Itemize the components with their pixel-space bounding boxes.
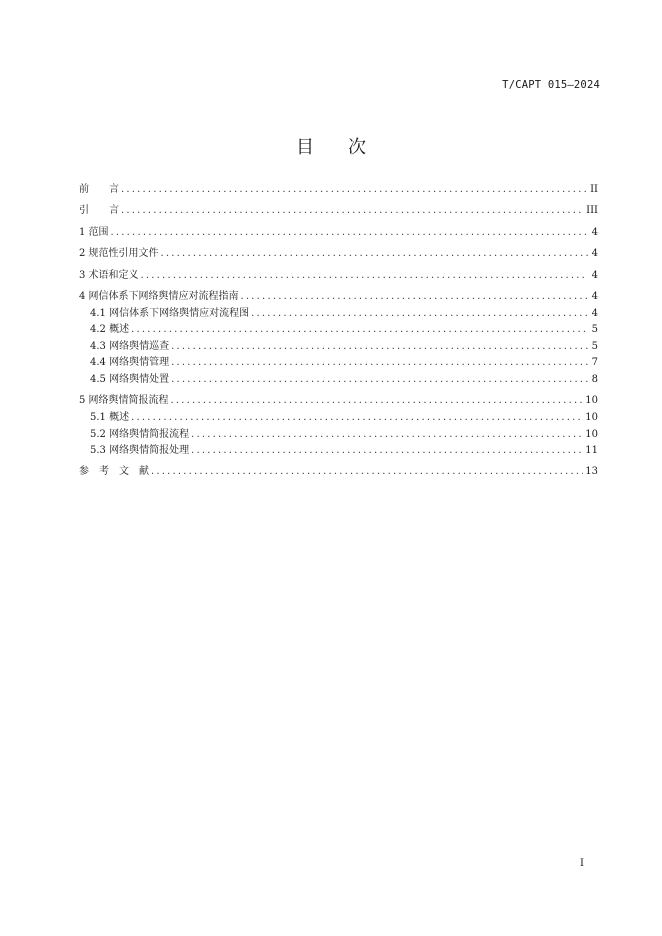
- page-number: I: [580, 858, 584, 869]
- toc-entry-page: II: [590, 184, 598, 195]
- toc-entry-bibliography[interactable]: [79, 464, 598, 481]
- toc-entry-page: 10: [585, 428, 598, 440]
- toc-entry-scope[interactable]: [79, 225, 598, 242]
- toc-entry-label: 4.5 网络舆情处置: [90, 373, 170, 385]
- toc-entry-label: 1 范围: [79, 226, 109, 238]
- toc-entry-page: 8: [591, 373, 598, 385]
- toc-entry-label: 4.3 网络舆情巡查: [90, 340, 170, 352]
- page-title: 目次: [296, 137, 400, 158]
- toc-dot-leader: [121, 182, 588, 199]
- toc-entry-label: 5.2 网络舆情简报流程: [90, 428, 190, 440]
- toc-entry-label: 4.2 概述: [90, 324, 130, 336]
- toc-entry-page: III: [586, 205, 598, 217]
- toc-dot-leader: [141, 268, 588, 285]
- toc-entry-foreword[interactable]: [79, 182, 598, 199]
- toc-dot-leader: [121, 203, 584, 220]
- toc-entry-4-3[interactable]: [79, 339, 598, 356]
- toc-entry-4-5[interactable]: [79, 372, 598, 389]
- toc-entry-page: 7: [591, 357, 598, 369]
- toc-entry-5-2[interactable]: [79, 427, 598, 444]
- toc-dot-leader: [191, 443, 583, 460]
- toc-entry-page: 13: [585, 466, 598, 478]
- toc-entry-section-4[interactable]: [79, 289, 598, 306]
- toc-entry-page: 4: [591, 226, 598, 238]
- toc-entry-page: 5: [591, 340, 598, 352]
- toc-dot-leader: [241, 289, 588, 306]
- toc-entry-label: 4 网信体系下网络舆情应对流程指南: [79, 290, 239, 302]
- toc-dot-leader: [161, 246, 588, 263]
- toc-entry-page: 10: [585, 395, 598, 407]
- toc-entry-page: 10: [585, 411, 598, 423]
- toc-entry-label: 3 术语和定义: [79, 269, 139, 281]
- toc-entry-normative-references[interactable]: [79, 246, 598, 263]
- toc-dot-leader: [191, 427, 583, 444]
- table-of-contents: [79, 182, 598, 481]
- toc-entry-section-5[interactable]: [79, 393, 598, 410]
- toc-entry-terms-definitions[interactable]: [79, 268, 598, 285]
- toc-entry-introduction[interactable]: [79, 203, 598, 220]
- toc-entry-page: 4: [591, 290, 598, 302]
- toc-entry-label: 参 考 文 献: [79, 466, 149, 478]
- toc-entry-5-1[interactable]: [79, 410, 598, 427]
- toc-dot-leader: [171, 372, 588, 389]
- toc-dot-leader: [171, 393, 584, 410]
- toc-dot-leader: [171, 339, 588, 356]
- toc-entry-page: 4: [591, 248, 598, 260]
- toc-entry-label: 5.3 网络舆情简报处理: [90, 445, 190, 457]
- toc-entry-label: 4.4 网络舆情管理: [90, 357, 170, 369]
- toc-entry-label: 5.1 概述: [90, 411, 130, 423]
- toc-dot-leader: [151, 464, 583, 481]
- toc-entry-4-2[interactable]: [79, 322, 598, 339]
- toc-entry-page: 5: [591, 324, 598, 336]
- toc-entry-4-1[interactable]: [79, 306, 598, 323]
- toc-dot-leader: [131, 410, 583, 427]
- toc-entry-page: 4: [591, 307, 598, 319]
- toc-dot-leader: [131, 322, 588, 339]
- toc-entry-label: 2 规范性引用文件: [79, 248, 159, 260]
- toc-dot-leader: [171, 355, 588, 372]
- toc-entry-label: 4.1 网信体系下网络舆情应对流程图: [90, 307, 250, 319]
- toc-entry-label: 前 言: [79, 184, 119, 195]
- toc-entry-label: 5 网络舆情简报流程: [79, 395, 169, 407]
- toc-entry-page: 11: [585, 445, 598, 457]
- toc-entry-page: 4: [591, 269, 598, 281]
- document-code: T/CAPT 015—2024: [502, 79, 600, 91]
- toc-entry-5-3[interactable]: [79, 443, 598, 460]
- toc-entry-4-4[interactable]: [79, 355, 598, 372]
- toc-dot-leader: [111, 225, 588, 242]
- toc-dot-leader: [251, 306, 588, 323]
- toc-entry-label: 引 言: [79, 205, 119, 217]
